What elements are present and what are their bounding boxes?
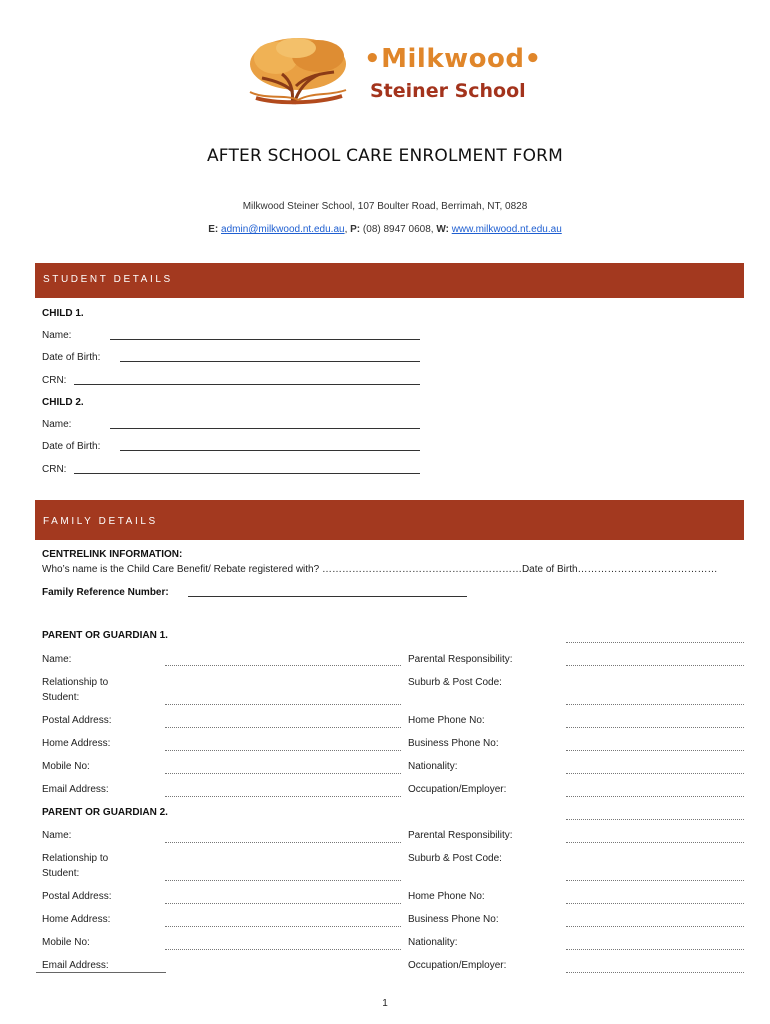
student-details-header <box>35 263 744 298</box>
parent1-occupation-field[interactable] <box>566 796 744 797</box>
logo-name: •Milkwood• <box>364 44 542 74</box>
parent2-relationship-label-2: Student: <box>42 868 80 879</box>
parent1-extra-field[interactable] <box>566 642 744 643</box>
web-label: W: <box>436 224 449 235</box>
parent2-postal-label: Postal Address: <box>42 891 112 902</box>
parent2-extra-field[interactable] <box>566 819 744 820</box>
parent2-parental-label: Parental Responsibility: <box>408 830 513 841</box>
child2-name-label: Name: <box>42 419 72 430</box>
parent1-relationship-label: Relationship to <box>42 677 109 688</box>
parent1-relationship-field[interactable] <box>165 704 401 705</box>
parent1-parental-label: Parental Responsibility: <box>408 654 513 665</box>
centrelink-question: Who’s name is the Child Care Benefit/ Rebate registered with? ……………………………………………………Date of Birth…………………………………… <box>42 564 718 575</box>
parent2-home-address-label: Home Address: <box>42 914 111 925</box>
child1-dob-label: Date of Birth: <box>42 352 101 363</box>
parent2-home-phone-label: Home Phone No: <box>408 891 485 902</box>
parent1-relationship-label-2: Student: <box>42 692 80 703</box>
email-label: E: <box>208 224 219 235</box>
child1-name-field[interactable] <box>110 339 420 340</box>
parent1-home-address-label: Home Address: <box>42 738 111 749</box>
child1-crn-field[interactable] <box>74 384 420 385</box>
child1-heading: CHILD 1. <box>42 308 84 319</box>
parent2-mobile-field[interactable] <box>165 949 401 950</box>
student-details-title: STUDENT DETAILS <box>43 274 173 285</box>
child1-dob-field[interactable] <box>120 361 420 362</box>
parent2-nationality-label: Nationality: <box>408 937 458 948</box>
parent2-suburb-field[interactable] <box>566 880 744 881</box>
parent2-postal-field[interactable] <box>165 903 401 904</box>
child2-dob-label: Date of Birth: <box>42 441 101 452</box>
parent2-occupation-label: Occupation/Employer: <box>408 960 507 971</box>
parent2-mobile-label: Mobile No: <box>42 937 90 948</box>
family-ref-field[interactable] <box>188 596 467 597</box>
child2-crn-field[interactable] <box>74 473 420 474</box>
parent2-parental-field[interactable] <box>566 842 744 843</box>
parent2-suburb-label: Suburb & Post Code: <box>408 853 502 864</box>
parent2-relationship-label: Relationship to <box>42 853 109 864</box>
family-details-header <box>35 500 744 540</box>
school-address: Milkwood Steiner School, 107 Boulter Road, Berrimah, NT, 0828 <box>242 201 528 212</box>
centrelink-heading: CENTRELINK INFORMATION: <box>42 549 183 560</box>
parent2-heading: PARENT OR GUARDIAN 2. <box>42 807 168 818</box>
parent1-business-phone-field[interactable] <box>566 750 744 751</box>
child1-name-label: Name: <box>42 330 72 341</box>
tree-logo-icon <box>246 34 350 110</box>
email-link[interactable]: admin@milkwood.nt.edu.au <box>221 224 345 235</box>
parent1-name-field[interactable] <box>165 665 401 666</box>
parent1-home-phone-field[interactable] <box>566 727 744 728</box>
child2-crn-label: CRN: <box>42 464 67 475</box>
parent1-parental-field[interactable] <box>566 665 744 666</box>
parent1-mobile-field[interactable] <box>165 773 401 774</box>
parent1-suburb-label: Suburb & Post Code: <box>408 677 502 688</box>
child1-crn-label: CRN: <box>42 375 67 386</box>
parent2-home-phone-field[interactable] <box>566 903 744 904</box>
parent1-mobile-label: Mobile No: <box>42 761 90 772</box>
logo-subtitle: Steiner School <box>370 80 526 102</box>
parent2-nationality-field[interactable] <box>566 949 744 950</box>
parent1-home-phone-label: Home Phone No: <box>408 715 485 726</box>
contact-line: E: admin@milkwood.nt.edu.au, P: (08) 8947 0608, W: www.milkwood.nt.edu.au <box>208 224 562 235</box>
parent1-email-label: Email Address: <box>42 784 109 795</box>
parent1-suburb-field[interactable] <box>566 704 744 705</box>
parent1-nationality-label: Nationality: <box>408 761 458 772</box>
parent1-postal-label: Postal Address: <box>42 715 112 726</box>
parent2-home-address-field[interactable] <box>165 926 401 927</box>
parent1-name-label: Name: <box>42 654 72 665</box>
phone-label: P: <box>350 224 361 235</box>
parent1-business-phone-label: Business Phone No: <box>408 738 499 749</box>
school-logo <box>246 34 566 110</box>
family-ref-label: Family Reference Number: <box>42 587 169 598</box>
phone-number: (08) 8947 0608, <box>362 224 434 235</box>
child2-name-field[interactable] <box>110 428 420 429</box>
form-title: AFTER SCHOOL CARE ENROLMENT FORM <box>206 146 564 166</box>
parent2-name-label: Name: <box>42 830 72 841</box>
parent2-occupation-field[interactable] <box>566 972 744 973</box>
parent1-email-field[interactable] <box>165 796 401 797</box>
page-number: 1 <box>382 998 388 1009</box>
parent2-email-label: Email Address: <box>42 960 109 971</box>
parent2-email-underline <box>36 972 166 973</box>
parent1-nationality-field[interactable] <box>566 773 744 774</box>
parent2-business-phone-field[interactable] <box>566 926 744 927</box>
web-link[interactable]: www.milkwood.nt.edu.au <box>451 224 562 235</box>
family-details-title: FAMILY DETAILS <box>43 516 158 527</box>
child2-heading: CHILD 2. <box>42 397 84 408</box>
parent1-occupation-label: Occupation/Employer: <box>408 784 507 795</box>
parent2-relationship-field[interactable] <box>165 880 401 881</box>
parent1-postal-field[interactable] <box>165 727 401 728</box>
parent1-home-address-field[interactable] <box>165 750 401 751</box>
parent1-heading: PARENT OR GUARDIAN 1. <box>42 630 168 641</box>
parent2-name-field[interactable] <box>165 842 401 843</box>
child2-dob-field[interactable] <box>120 450 420 451</box>
parent2-business-phone-label: Business Phone No: <box>408 914 499 925</box>
